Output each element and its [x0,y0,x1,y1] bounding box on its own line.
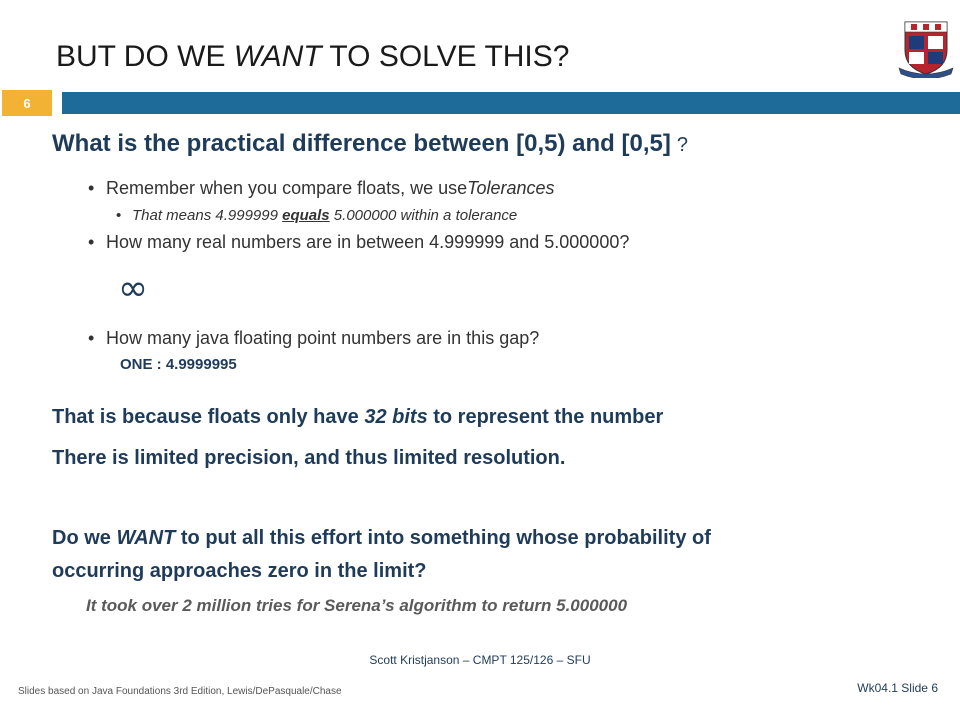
sub-bullet-emphasis: equals [282,207,330,224]
paragraph-text: to put all this effort into something whose probability of [175,527,711,549]
bullet-item [88,178,555,199]
sub-bullet-text: 5.000000 within a tolerance [329,207,518,224]
bullet-item [88,328,539,349]
bullet-dot: • [88,178,95,198]
answer-text: ONE : 4.9999995 [120,356,237,373]
paragraph-text: occurring approaches zero in the limit? [52,560,427,582]
bullet-dot: • [88,328,95,348]
bullet-text: How many real numbers are in between 4.999999 and 5.000000? [106,232,630,252]
question-text: What is the practical difference between [0,5) and [0,5] [52,130,671,157]
paragraph: There is limited precision, and thus limited resolution. [52,447,566,469]
paragraph-text: That is because floats only have [52,406,365,428]
slide-title [56,40,569,74]
title-part: BUT DO WE [56,40,234,73]
paragraph [52,522,711,588]
paragraph-emphasis: WANT [116,527,176,549]
bullet-text: How many java floating point numbers are in this gap? [106,328,540,348]
question-heading [52,130,688,158]
paragraph-text: to represent the number [427,406,664,428]
sub-bullet-item [116,207,517,224]
title-emphasis: WANT [233,40,322,73]
footer-author: Scott Kristjanson – CMPT 125/126 – SFU [369,653,591,667]
question-mark: ? [676,134,688,156]
paragraph-emphasis: 32 bits [364,406,428,428]
bullet-text: Remember when you compare floats, we use [106,178,468,198]
bullet-dot: • [88,232,95,252]
footer-credits: Slides based on Java Foundations 3rd Edition, Lewis/DePasquale/Chase [18,686,342,697]
sub-bullet-text: That means 4.999999 [132,207,283,224]
header-bar [62,92,960,114]
paragraph [52,406,663,429]
slide-number: 6 [23,95,31,111]
slide-number-box [2,90,52,116]
bullet-dot: • [116,207,122,224]
bullet-emphasis: Tolerances [467,178,555,198]
paragraph-text: Do we [52,527,117,549]
footer-slide-ref: Wk04.1 Slide 6 [857,681,938,695]
bullet-item [88,232,629,253]
university-crest-icon [897,16,955,78]
title-part: TO SOLVE THIS? [321,40,570,73]
note-text: It took over 2 million tries for Serena’s algorithm to return 5.000000 [86,596,628,615]
infinity-symbol: ∞ [118,268,148,309]
